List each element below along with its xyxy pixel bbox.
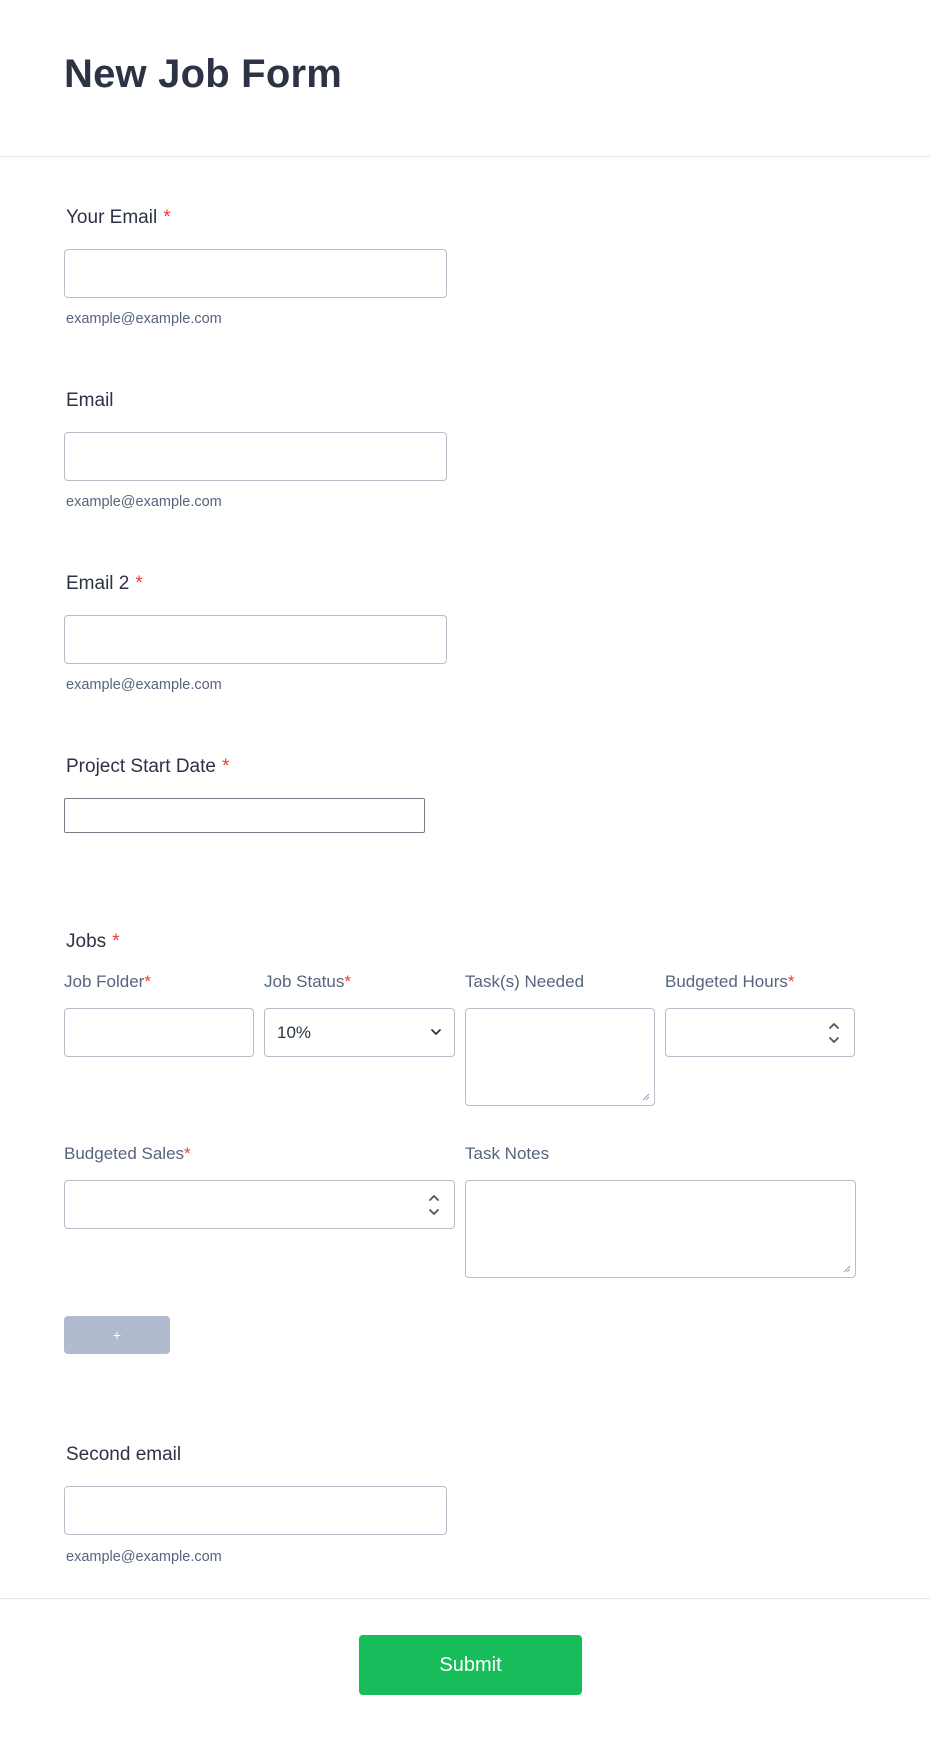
project-start-date-input[interactable] bbox=[64, 798, 425, 833]
add-row-button[interactable] bbox=[64, 1316, 170, 1354]
second-email-sublabel: example@example.com bbox=[66, 1549, 222, 1565]
budgeted-sales-label-text: Budgeted Sales bbox=[64, 1144, 185, 1163]
email-2-label bbox=[66, 573, 143, 595]
email-label: Email bbox=[66, 390, 114, 411]
footer-divider bbox=[0, 1598, 930, 1599]
number-spinner-icon[interactable] bbox=[828, 1019, 840, 1047]
task-notes-textarea[interactable] bbox=[465, 1180, 856, 1278]
task-notes-label: Task Notes bbox=[465, 1144, 550, 1163]
header-divider bbox=[0, 156, 930, 157]
job-folder-label-text: Job Folder bbox=[64, 972, 145, 991]
email-input[interactable] bbox=[64, 432, 447, 481]
your-email-sublabel: example@example.com bbox=[66, 311, 222, 327]
resize-grip-icon[interactable] bbox=[641, 1092, 650, 1101]
resize-grip-icon[interactable] bbox=[842, 1264, 851, 1273]
required-asterisk: * bbox=[221, 756, 230, 777]
required-asterisk: * bbox=[344, 972, 351, 991]
job-folder-input[interactable] bbox=[64, 1008, 254, 1057]
budgeted-hours-label bbox=[665, 972, 795, 992]
email-2-sublabel: example@example.com bbox=[66, 677, 222, 693]
job-status-label bbox=[264, 972, 351, 992]
second-email-input[interactable] bbox=[64, 1486, 447, 1535]
budgeted-sales-label bbox=[64, 1144, 191, 1164]
required-asterisk: * bbox=[112, 931, 120, 952]
required-asterisk: * bbox=[787, 972, 795, 991]
email-sublabel: example@example.com bbox=[66, 494, 222, 510]
jobs-label-text: Jobs bbox=[66, 931, 107, 952]
budgeted-hours-input[interactable] bbox=[665, 1008, 855, 1057]
submit-button-label: Submit bbox=[439, 1653, 502, 1676]
second-email-label: Second email bbox=[66, 1444, 182, 1465]
chevron-down-icon bbox=[430, 1026, 442, 1038]
required-asterisk: * bbox=[163, 207, 171, 228]
project-start-date-label-text: Project Start Date bbox=[66, 756, 216, 777]
jobs-label bbox=[66, 931, 120, 953]
budgeted-hours-label-text: Budgeted Hours bbox=[665, 972, 788, 991]
required-asterisk: * bbox=[135, 573, 143, 594]
your-email-label-text: Your Email bbox=[66, 207, 158, 228]
tasks-needed-textarea[interactable] bbox=[465, 1008, 655, 1106]
budgeted-sales-input[interactable] bbox=[64, 1180, 455, 1229]
plus-icon: + bbox=[112, 1327, 122, 1343]
page-title: New Job Form bbox=[64, 52, 342, 96]
your-email-input[interactable] bbox=[64, 249, 447, 298]
job-status-label-text: Job Status bbox=[264, 972, 345, 991]
job-status-select[interactable] bbox=[264, 1008, 455, 1057]
required-asterisk: * bbox=[144, 972, 151, 991]
submit-button[interactable] bbox=[359, 1635, 582, 1695]
tasks-needed-label: Task(s) Needed bbox=[465, 972, 585, 991]
project-start-date-label bbox=[66, 756, 229, 778]
job-status-selected-value: 10% bbox=[277, 1022, 312, 1042]
email-2-input[interactable] bbox=[64, 615, 447, 664]
email-2-label-text: Email 2 bbox=[66, 573, 130, 594]
job-folder-label bbox=[64, 972, 151, 992]
number-spinner-icon[interactable] bbox=[428, 1191, 440, 1219]
your-email-label bbox=[66, 207, 171, 229]
required-asterisk: * bbox=[184, 1144, 191, 1163]
